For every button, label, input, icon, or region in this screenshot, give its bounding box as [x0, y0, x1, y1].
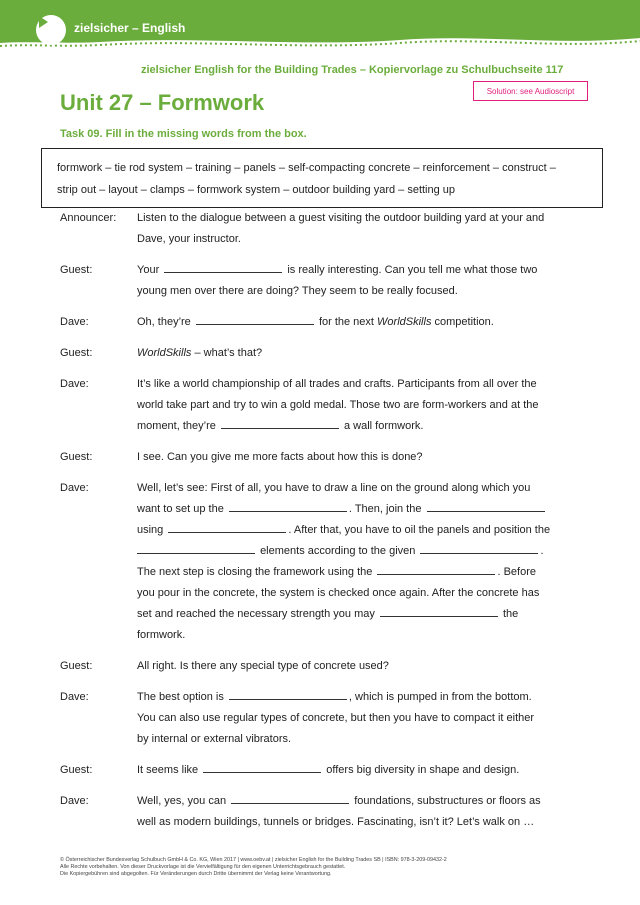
dialogue-turn [60, 343, 600, 364]
blank-gap[interactable] [229, 689, 347, 700]
utterance [137, 447, 600, 468]
speaker-label: Guest: [60, 660, 93, 672]
blank-gap[interactable] [137, 543, 255, 554]
speaker-label: Dave: [60, 795, 89, 807]
blank-gap[interactable] [231, 793, 349, 804]
utterance-line: by internal or external vibrators. [137, 733, 292, 745]
dialogue-turn [60, 208, 600, 250]
utterance-line: It seems like offers big diversity in shape and design. [137, 764, 520, 776]
dialogue-turn [60, 791, 600, 833]
running-head: zielsicher English for the Building Trades – Kopiervorlage zu Schulbuchseite 117 [141, 64, 564, 76]
speaker-label: Dave: [60, 316, 89, 328]
utterance [137, 260, 600, 302]
blank-gap[interactable] [168, 522, 286, 533]
utterance [137, 478, 600, 646]
utterance [137, 208, 600, 250]
utterance [137, 687, 600, 750]
blank-gap[interactable] [229, 501, 347, 512]
dialogue-turn [60, 260, 600, 302]
solution-note: Solution: see Audioscript [473, 81, 588, 101]
brand-name: zielsicher – English [74, 21, 186, 35]
utterance-line: elements according to the given . [137, 541, 600, 562]
utterance-line: The next step is closing the framework using the . Before [137, 566, 536, 578]
word-box-line: formwork – tie rod system – training – panels – self-compacting concrete – reinforcement – construct – [57, 162, 556, 174]
utterance [137, 791, 600, 833]
blank-gap[interactable] [221, 418, 339, 429]
footer-line: Alle Rechte vorbehalten. Von dieser Druckvorlage ist die Vervielfältigung für den eigenen Unterrichtsgebrauch gestattet. [60, 864, 346, 870]
dialogue-turn [60, 312, 600, 333]
utterance [137, 312, 600, 333]
blank-gap[interactable] [427, 501, 545, 512]
utterance-line: well as modern buildings, tunnels or bridges. Fascinating, isn’t it? Let’s walk on … [137, 816, 535, 828]
copyright-footer [60, 857, 580, 878]
dialogue-turn [60, 760, 600, 781]
blank-gap[interactable] [380, 606, 498, 617]
utterance-line: Oh, they’re for the next WorldSkills competition. [137, 316, 494, 328]
blank-gap[interactable] [420, 543, 538, 554]
speaker-label: Dave: [60, 691, 89, 703]
word-box-line: strip out – layout – clamps – formwork system – outdoor building yard – setting up [57, 184, 456, 196]
play-logo-icon [36, 15, 66, 45]
blank-gap[interactable] [377, 564, 495, 575]
speaker-label: Guest: [60, 264, 93, 276]
speaker-label: Dave: [60, 378, 89, 390]
dialogue-turn [60, 447, 600, 468]
utterance [137, 374, 600, 437]
utterance [137, 656, 600, 677]
speaker-label: Announcer: [60, 212, 117, 224]
utterance-line: Listen to the dialogue between a guest visiting the outdoor building yard at your and [137, 212, 545, 224]
speaker-label: Guest: [60, 451, 93, 463]
utterance-line: you pour in the concrete, the system is checked once again. After the concrete has [137, 587, 540, 599]
utterance-line: WorldSkills – what’s that? [137, 347, 263, 359]
dialogue-turn [60, 374, 600, 437]
dialogue-turn [60, 687, 600, 750]
utterance-line: All right. Is there any special type of concrete used? [137, 660, 389, 672]
utterance-line: You can also use regular types of concrete, but then you have to compact it either [137, 712, 535, 724]
utterance [137, 760, 600, 781]
utterance-line: set and reached the necessary strength you may the [137, 608, 519, 620]
footer-line: © Österreichischer Bundesverlag Schulbuch GmbH & Co. KG, Wien 2017 | www.oebv.at | zielsicher English for the Building Trades SB | ISBN: 978-3-209-09432-2 [60, 857, 447, 863]
utterance-line: using . After that, you have to oil the panels and position the [137, 524, 551, 536]
utterance-line: Your is really interesting. Can you tell me what those two [137, 264, 538, 276]
utterance-line: It’s like a world championship of all trades and crafts. Participants from all over the [137, 378, 537, 390]
utterance-line: moment, they’re a wall formwork. [137, 420, 424, 432]
header-banner [0, 0, 640, 52]
utterance [137, 343, 600, 364]
speaker-label: Guest: [60, 764, 93, 776]
utterance-line: Dave, your instructor. [137, 233, 241, 245]
footer-line: Die Kopiergebühren sind abgegolten. Für Veränderungen durch Dritte übernimmt der Verlag keine Verantwortung. [60, 871, 332, 877]
dialogue-turn [60, 478, 600, 646]
utterance-line: want to set up the . Then, join the [137, 499, 600, 520]
blank-gap[interactable] [164, 262, 282, 273]
utterance-line: world take part and try to win a gold medal. Those two are form-workers and at the [137, 399, 539, 411]
blank-gap[interactable] [196, 314, 314, 325]
utterance-line: Well, yes, you can foundations, substructures or floors as [137, 795, 541, 807]
utterance-line: formwork. [137, 629, 186, 641]
word-box [41, 148, 603, 208]
utterance-line: Well, let’s see: First of all, you have to draw a line on the ground along which you [137, 482, 531, 494]
dialogue [60, 208, 600, 833]
speaker-label: Guest: [60, 347, 93, 359]
speaker-label: Dave: [60, 482, 89, 494]
task-heading: Task 09. Fill in the missing words from the box. [60, 128, 307, 140]
utterance-line: I see. Can you give me more facts about how this is done? [137, 451, 423, 463]
page-title: Unit 27 – Formwork [60, 90, 265, 115]
utterance-line: young men over there are doing? They seem to be really focused. [137, 285, 458, 297]
utterance-line: The best option is , which is pumped in from the bottom. [137, 691, 532, 703]
dialogue-turn [60, 656, 600, 677]
blank-gap[interactable] [203, 762, 321, 773]
